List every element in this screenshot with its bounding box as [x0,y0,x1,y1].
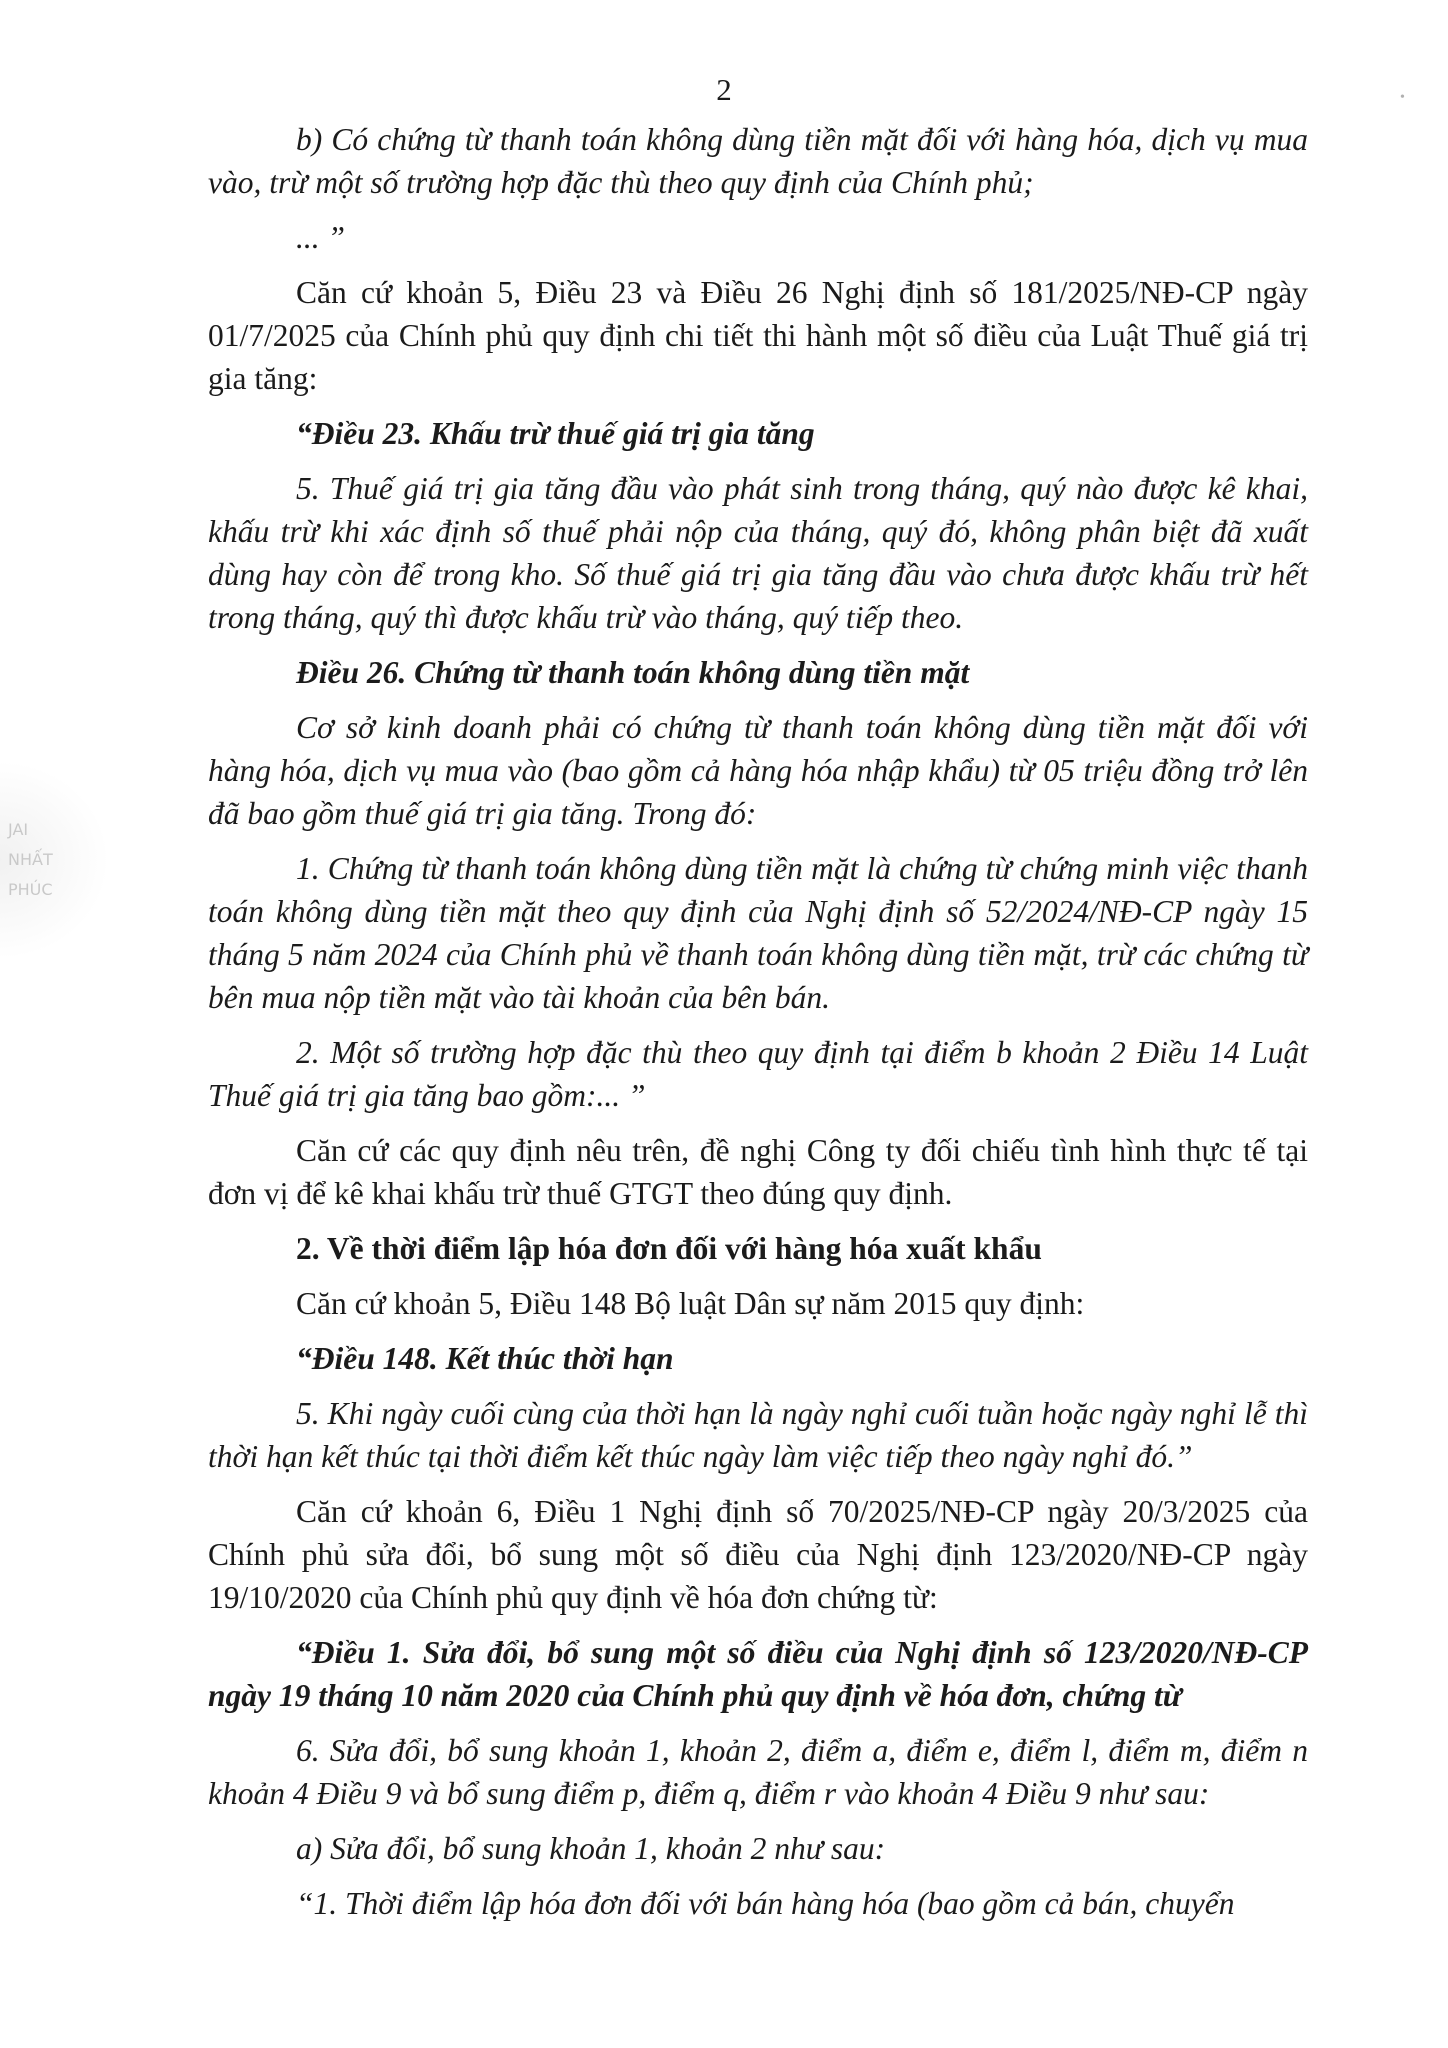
page-number: 2 [716,72,732,107]
paragraph: Căn cứ khoản 5, Điều 148 Bộ luật Dân sự năm 2015 quy định: [296,1286,1085,1321]
paragraph: Căn cứ khoản 6, Điều 1 Nghị định số 70/2025/NĐ-CP ngày 20/3/2025 của Chính phủ sửa đổi, bổ sung một số điều của Nghị định 123/2020/NĐ-CP ngày 19/10/2020 của Chính phủ quy định về hóa đơn chứng từ: [208,1494,1308,1615]
paragraph: Căn cứ các quy định nêu trên, đề nghị Công ty đối chiếu tình hình thực tế tại đơn vị để kê khai khấu trừ thuế GTGT theo đúng quy định. [208,1133,1308,1211]
paragraph: 5. Thuế giá trị gia tăng đầu vào phát sinh trong tháng, quý nào được kê khai, khấu trừ khi xác định số thuế phải nộp của tháng, quý đó, không phân biệt đã xuất dùng hay còn để trong kho. Số thuế giá trị gia tăng đầu vào chưa được khấu trừ hết trong tháng, quý thì được khấu trừ vào tháng, quý tiếp theo. [208,471,1308,635]
paragraph: a) Sửa đổi, bổ sung khoản 1, khoản 2 như sau: [296,1831,886,1866]
article-heading: “Điều 148. Kết thúc thời hạn [296,1341,674,1376]
scan-mark: • [1400,90,1405,105]
paragraph: 6. Sửa đổi, bổ sung khoản 1, khoản 2, điểm a, điểm e, điểm l, điểm m, điểm n khoản 4 Điều 9 và bổ sung điểm p, điểm q, điểm r vào khoản 4 Điều 9 như sau: [208,1733,1308,1811]
paragraph: 2. Một số trường hợp đặc thù theo quy định tại điểm b khoản 2 Điều 14 Luật Thuế giá trị gia tăng bao gồm:... ” [208,1035,1308,1113]
article-heading: “Điều 1. Sửa đổi, bổ sung một số điều của Nghị định số 123/2020/NĐ-CP ngày 19 tháng 10 năm 2020 của Chính phủ quy định về hóa đơn, chứng từ [208,1635,1308,1713]
paragraph: Cơ sở kinh doanh phải có chứng từ thanh toán không dùng tiền mặt đối với hàng hóa, dịch vụ mua vào (bao gồm cả hàng hóa nhập khẩu) từ 05 triệu đồng trở lên đã bao gồm thuế giá trị gia tăng. Trong đó: [208,710,1308,831]
section-heading: 2. Về thời điểm lập hóa đơn đối với hàng hóa xuất khẩu [296,1231,1042,1266]
paragraph: “1. Thời điểm lập hóa đơn đối với bán hàng hóa (bao gồm cả bán, chuyển [296,1886,1235,1921]
document-body [208,118,1308,1937]
paragraph: b) Có chứng từ thanh toán không dùng tiền mặt đối với hàng hóa, dịch vụ mua vào, trừ một số trường hợp đặc thù theo quy định của Chính phủ; [208,122,1308,200]
faded-stamp: JAI NHẤT PHÚC [0,760,110,960]
article-heading: “Điều 23. Khấu trừ thuế giá trị gia tăng [296,416,815,451]
paragraph: ... ” [296,220,346,255]
paragraph: Căn cứ khoản 5, Điều 23 và Điều 26 Nghị định số 181/2025/NĐ-CP ngày 01/7/2025 của Chính phủ quy định chi tiết thi hành một số điều của Luật Thuế giá trị gia tăng: [208,275,1308,396]
paragraph: 1. Chứng từ thanh toán không dùng tiền mặt là chứng từ chứng minh việc thanh toán không dùng tiền mặt theo quy định của Nghị định số 52/2024/NĐ-CP ngày 15 tháng 5 năm 2024 của Chính phủ về thanh toán không dùng tiền mặt, trừ các chứng từ bên mua nộp tiền mặt vào tài khoản của bên bán. [208,851,1308,1015]
article-heading: Điều 26. Chứng từ thanh toán không dùng tiền mặt [296,655,970,690]
paragraph: 5. Khi ngày cuối cùng của thời hạn là ngày nghỉ cuối tuần hoặc ngày nghỉ lễ thì thời hạn kết thúc tại thời điểm kết thúc ngày làm việc tiếp theo ngày nghỉ đó.” [208,1396,1308,1474]
